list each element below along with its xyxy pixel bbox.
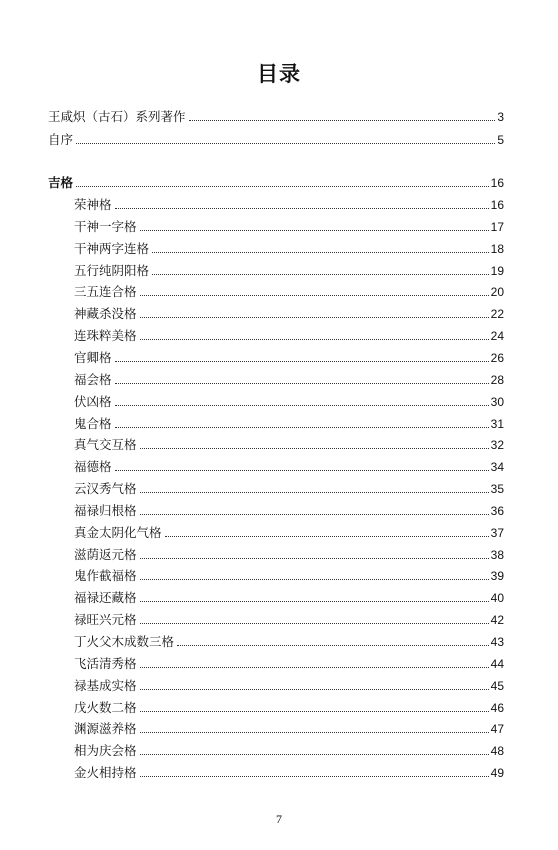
dot-leader [140, 513, 489, 515]
dot-leader [115, 404, 489, 406]
toc-entry-title: 真气交互格 [74, 437, 137, 452]
toc-entry-title: 自序 [48, 132, 74, 147]
toc-page-number: 16 [490, 198, 504, 212]
toc-entry[interactable] [74, 542, 504, 562]
toc-entry-title: 鬼作截福格 [74, 568, 137, 583]
toc-entry-title: 禄基成实格 [74, 678, 137, 693]
dot-leader [115, 207, 489, 209]
toc-page-number: 47 [490, 722, 504, 736]
toc-entry[interactable] [74, 454, 504, 474]
toc-page-number: 49 [490, 766, 504, 780]
dot-leader [140, 578, 489, 580]
toc-entry[interactable] [74, 192, 504, 212]
dot-leader [140, 294, 489, 296]
dot-leader [115, 426, 489, 428]
toc-page-number: 44 [490, 657, 504, 671]
toc-page-number: 37 [490, 526, 504, 540]
toc-page-number: 34 [490, 460, 504, 474]
toc-entry[interactable] [74, 651, 504, 671]
toc-entry[interactable] [74, 411, 504, 431]
toc-page-number: 39 [490, 569, 504, 583]
dot-leader [152, 273, 489, 275]
dot-leader [140, 731, 489, 733]
toc-entry[interactable] [74, 498, 504, 518]
toc-entry-title: 金火相持格 [74, 765, 137, 780]
toc-page-number: 5 [497, 133, 504, 147]
dot-leader [140, 316, 489, 318]
toc-page-number: 3 [497, 110, 504, 124]
toc-entry-title: 吉格 [48, 175, 74, 190]
toc-entry[interactable] [74, 760, 504, 780]
toc-page-number: 42 [490, 613, 504, 627]
dot-leader [140, 229, 489, 231]
dot-leader [140, 557, 489, 559]
toc-entry[interactable] [74, 279, 504, 299]
dot-leader [140, 447, 489, 449]
toc-entry-title: 丁火父木成数三格 [74, 634, 175, 649]
toc-entry[interactable] [74, 673, 504, 693]
toc-page-number: 43 [490, 635, 504, 649]
dot-leader [140, 753, 489, 755]
toc-entry-title: 荣神格 [74, 197, 112, 212]
toc-page-number: 46 [490, 701, 504, 715]
toc-entry-title: 官卿格 [74, 350, 112, 365]
toc-page-number: 30 [490, 395, 504, 409]
toc-entry-title: 福德格 [74, 459, 112, 474]
toc-front-matter-entry[interactable] [48, 104, 504, 124]
toc-entry[interactable] [74, 716, 504, 736]
toc-page-number: 45 [490, 679, 504, 693]
toc-entry[interactable] [74, 585, 504, 605]
toc-entry[interactable] [74, 432, 504, 452]
toc-page-number: 24 [490, 329, 504, 343]
toc-front-matter-entry[interactable] [48, 127, 504, 147]
page-number: 7 [276, 812, 282, 826]
toc-entry[interactable] [74, 236, 504, 256]
toc-entry[interactable] [74, 258, 504, 278]
dot-leader [115, 382, 489, 384]
dot-leader [140, 666, 489, 668]
toc-entry-title: 禄旺兴元格 [74, 612, 137, 627]
toc-page-number: 32 [490, 438, 504, 452]
toc-entry-title: 福禄归根格 [74, 503, 137, 518]
toc-entry[interactable] [74, 301, 504, 321]
toc-entry-title: 渊源滋养格 [74, 721, 137, 736]
toc-entry-title: 戊火数二格 [74, 700, 137, 715]
page-title: 目录 [257, 62, 301, 86]
toc-entry-title: 真金太阴化气格 [74, 525, 162, 540]
toc-section-heading[interactable] [48, 170, 504, 190]
toc-entry[interactable] [74, 367, 504, 387]
toc-page-number: 36 [490, 504, 504, 518]
toc-entry-title: 飞活清秀格 [74, 656, 137, 671]
toc-entry-title: 神藏杀没格 [74, 306, 137, 321]
dot-leader [76, 142, 495, 144]
toc-page-number: 20 [490, 285, 504, 299]
toc-entry[interactable] [74, 629, 504, 649]
toc-entry-title: 福禄还藏格 [74, 590, 137, 605]
dot-leader [152, 251, 489, 253]
toc-entry-title: 鬼合格 [74, 416, 112, 431]
toc-entry-title: 伏凶格 [74, 394, 112, 409]
dot-leader [76, 185, 489, 187]
toc-page-number: 40 [490, 591, 504, 605]
toc-entry-title: 五行纯阴阳格 [74, 263, 150, 278]
toc-entry-title: 福会格 [74, 372, 112, 387]
toc-page-number: 31 [490, 417, 504, 431]
toc-page-number: 19 [490, 264, 504, 278]
dot-leader [140, 338, 489, 340]
dot-leader [189, 119, 496, 121]
toc-page-number: 26 [490, 351, 504, 365]
toc-page-number: 22 [490, 307, 504, 321]
toc-entry-title: 相为庆会格 [74, 743, 137, 758]
dot-leader [140, 600, 489, 602]
toc-entry[interactable] [74, 607, 504, 627]
toc-page-number: 18 [490, 242, 504, 256]
toc-entry[interactable] [74, 695, 504, 715]
dot-leader [177, 644, 489, 646]
toc-entry[interactable] [74, 476, 504, 496]
toc-entry-title: 云汉秀气格 [74, 481, 137, 496]
dot-leader [140, 775, 489, 777]
toc-page-number: 48 [490, 744, 504, 758]
toc-entry[interactable] [74, 389, 504, 409]
dot-leader [140, 710, 489, 712]
toc-entry[interactable] [74, 214, 504, 234]
toc-entry[interactable] [74, 520, 504, 540]
toc-page-number: 38 [490, 548, 504, 562]
toc-page-number: 17 [490, 220, 504, 234]
dot-leader [140, 688, 489, 690]
toc-entry[interactable] [74, 738, 504, 758]
toc-entry-title: 王咸炽（古石）系列著作 [48, 109, 186, 124]
toc-entry[interactable] [74, 345, 504, 365]
toc-entry-title: 干神两字连格 [74, 241, 150, 256]
toc-entry-title: 三五连合格 [74, 284, 137, 299]
toc-entry-title: 连珠粹美格 [74, 328, 137, 343]
toc-entry[interactable] [74, 563, 504, 583]
toc-entry-title: 干神一字格 [74, 219, 137, 234]
dot-leader [165, 535, 489, 537]
dot-leader [140, 491, 489, 493]
toc-entry-title: 滋荫返元格 [74, 547, 137, 562]
dot-leader [115, 360, 489, 362]
toc-page-number: 28 [490, 373, 504, 387]
toc-page-number: 16 [490, 176, 504, 190]
dot-leader [140, 622, 489, 624]
toc-entry[interactable] [74, 323, 504, 343]
dot-leader [115, 469, 489, 471]
toc-page-number: 35 [490, 482, 504, 496]
